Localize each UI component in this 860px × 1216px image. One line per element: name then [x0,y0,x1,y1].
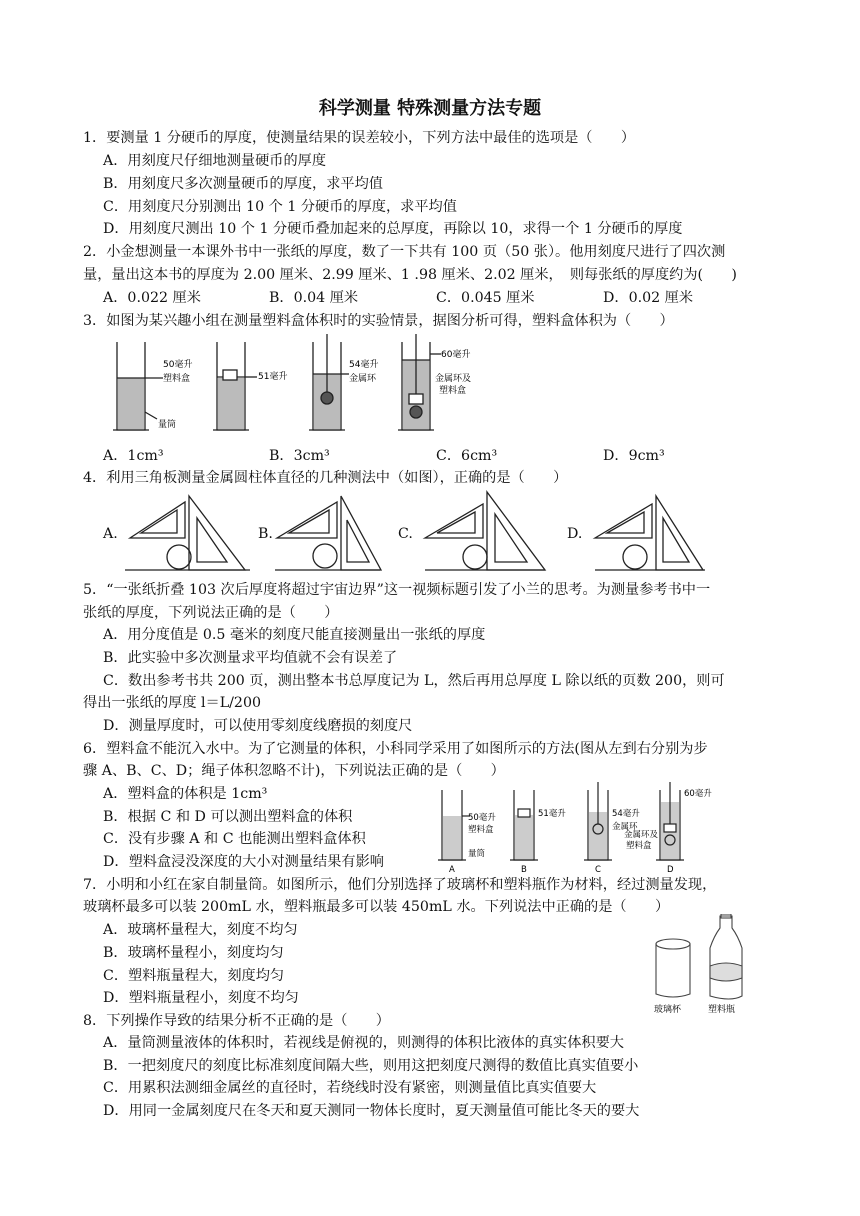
fig6-step-d: D [667,865,674,874]
fig6-step-a: A [449,865,455,874]
fig3-label-cylinder: 量筒 [158,420,177,430]
fig3-label-ring-and: 金属环及 [435,374,472,384]
question-4-stem: 4．利用三角板测量金属圆柱体直径的几种测法中（如图），正确的是（ ） [83,470,568,486]
question-3-stem: 3．如图为某兴趣小组在测量塑料盒体积时的实验情景，据图分析可得，塑料盒体积为（ ） [83,313,674,329]
fig6-label-51ml: 51毫升 [538,809,566,819]
question-2-option-c: C．0.045 厘米 [436,290,535,306]
question-5-stem-line2: 张纸的厚度，下列说法正确的是（ ） [83,605,339,621]
question-1-option-c: C．用刻度尺分别测出 10 个 1 分硬币的厚度，求平均值 [103,199,457,215]
question-3-option-c: C．6cm³ [436,448,498,464]
fig3-label-60ml: 60毫升 [441,350,471,360]
question-6-cylinder-figure [432,782,722,874]
question-8-option-a: A．量筒测量液体的体积时，若视线是俯视的，则测得的体积比液体的真实体积要大 [103,1035,624,1051]
question-5-option-c-line2: 得出一张纸的厚度 l＝L/200 [83,695,262,711]
question-3-option-b: B．3cm³ [269,448,330,464]
question-5-option-b: B．此实验中多次测量求平均值就不会有误差了 [103,650,398,666]
fig6-label-60ml: 60毫升 [684,789,712,799]
question-2-option-d: D．0.02 厘米 [603,290,694,306]
fig3-label-51ml: 51毫升 [258,372,288,382]
question-7-container-figure [646,914,756,1018]
question-3-option-d: D．9cm³ [603,448,665,464]
fig3-label-54ml: 54毫升 [349,360,379,370]
question-4-option-a-label: A. [103,526,118,542]
fig3-label-ring: 金属环 [349,374,377,384]
fig6-label-box: 塑料盒 [468,825,494,835]
question-2-option-a: A．0.022 厘米 [103,290,201,306]
question-5-option-c-line1: C．数出参考书共 200 页，测出整本书总厚度记为 L，然后再用总厚度 L 除以纸的页数 200，则可 [103,673,725,689]
fig6-label-50ml: 50毫升 [468,813,496,823]
question-2-stem-line2: 量，量出这本书的厚度为 2.00 厘米、2.99 厘米、1 .98 厘米、2.02 厘米， 则每张纸的厚度约为( ) [83,267,737,283]
page-title: 科学测量 特殊测量方法专题 [318,98,542,119]
question-7-option-b: B．玻璃杯量程小，刻度均匀 [103,945,284,961]
question-7-option-d: D．塑料瓶量程小，刻度不均匀 [103,990,299,1006]
question-8-option-b: B．一把刻度尺的刻度比标准刻度间隔大些，则用这把刻度尺测得的数值比真实值要小 [103,1058,639,1074]
fig3-label-50ml: 50毫升 [163,360,193,370]
fig6-label-ring-and: 金属环及 [624,830,659,840]
question-3-cylinder-figure [105,334,525,438]
question-1-stem: 1．要测量 1 分硬币的厚度，使测量结果的误差较小，下列方法中最佳的选项是（ ） [83,130,636,146]
question-5-option-d: D．测量厚度时，可以使用零刻度线磨损的刻度尺 [103,718,413,734]
question-6-option-a: A．塑料盒的体积是 1cm³ [103,786,268,802]
fig7-label-bottle: 塑料瓶 [708,1005,736,1015]
fig6-step-b: B [521,865,527,874]
fig6-label-box2: 塑料盒 [626,841,652,851]
question-4-option-b-label: B. [258,526,273,542]
question-7-stem-line1: 7．小明和小红在家自制量筒。如图所示，他们分别选择了玻璃杯和塑料瓶作为材料，经过测量发现， [83,877,717,893]
question-3-option-a: A．1cm³ [103,448,164,464]
fig6-step-c: C [595,865,601,874]
question-7-stem-line2: 玻璃杯最多可以装 200mL 水，塑料瓶最多可以装 450mL 水。下列说法中正确的是（ ） [83,899,670,915]
question-6-option-d: D．塑料盒浸没深度的大小对测量结果有影响 [103,854,384,870]
question-2-stem-line1: 2．小金想测量一本课外书中一张纸的厚度，数了一下共有 100 页（50 张）。他用刻度尺进行了四次测 [83,244,726,260]
question-5-option-a: A．用分度值是 0.5 毫米的刻度尺能直接测量出一张纸的厚度 [103,627,486,643]
question-5-stem-line1: 5．“一张纸折叠 103 次后厚度将超过宇宙边界”这一视频标题引发了小兰的思考。为测量参考书中一 [83,582,711,598]
fig6-label-cylinder: 量筒 [468,849,486,859]
question-1-option-d: D．用刻度尺测出 10 个 1 分硬币叠加起来的总厚度，再除以 10，求得一个 1 分硬币的厚度 [103,221,683,237]
question-2-option-b: B．0.04 厘米 [269,290,359,306]
fig6-label-54ml: 54毫升 [612,809,640,819]
fig7-label-cup: 玻璃杯 [654,1005,682,1015]
fig6-label-ring: 金属环 [612,822,638,832]
question-8-stem: 8．下列操作导致的结果分析不正确的是（ ） [83,1013,390,1029]
question-4-triangle-figure [125,490,725,572]
question-6-option-c: C．没有步骤 A 和 C 也能测出塑料盒体积 [103,831,366,847]
question-6-stem-line1: 6．塑料盒不能沉入水中。为了它测量的体积，小科同学采用了如图所示的方法(图从左到右分别为步 [83,741,708,757]
question-4-option-d-label: D. [567,526,583,542]
fig3-label-box: 塑料盒 [163,374,191,384]
question-4-option-c-label: C. [398,526,413,542]
question-7-option-a: A．玻璃杯量程大，刻度不均匀 [103,922,298,938]
question-8-option-c: C．用累积法测细金属丝的直径时，若绕线时没有紧密，则测量值比真实值要大 [103,1080,597,1096]
question-1-option-a: A．用刻度尺仔细地测量硬币的厚度 [103,153,327,169]
question-1-option-b: B．用刻度尺多次测量硬币的厚度，求平均值 [103,176,383,192]
question-6-option-b: B．根据 C 和 D 可以测出塑料盒的体积 [103,809,353,825]
fig3-label-box2: 塑料盒 [439,386,467,396]
question-6-stem-line2: 骤 A、B、C、D；绳子体积忽略不计)，下列说法正确的是（ ） [83,763,505,779]
question-8-option-d: D．用同一金属刻度尺在冬天和夏天测同一物体长度时，夏天测量值可能比冬天的要大 [103,1103,640,1119]
question-7-option-c: C．塑料瓶量程大，刻度均匀 [103,968,285,984]
